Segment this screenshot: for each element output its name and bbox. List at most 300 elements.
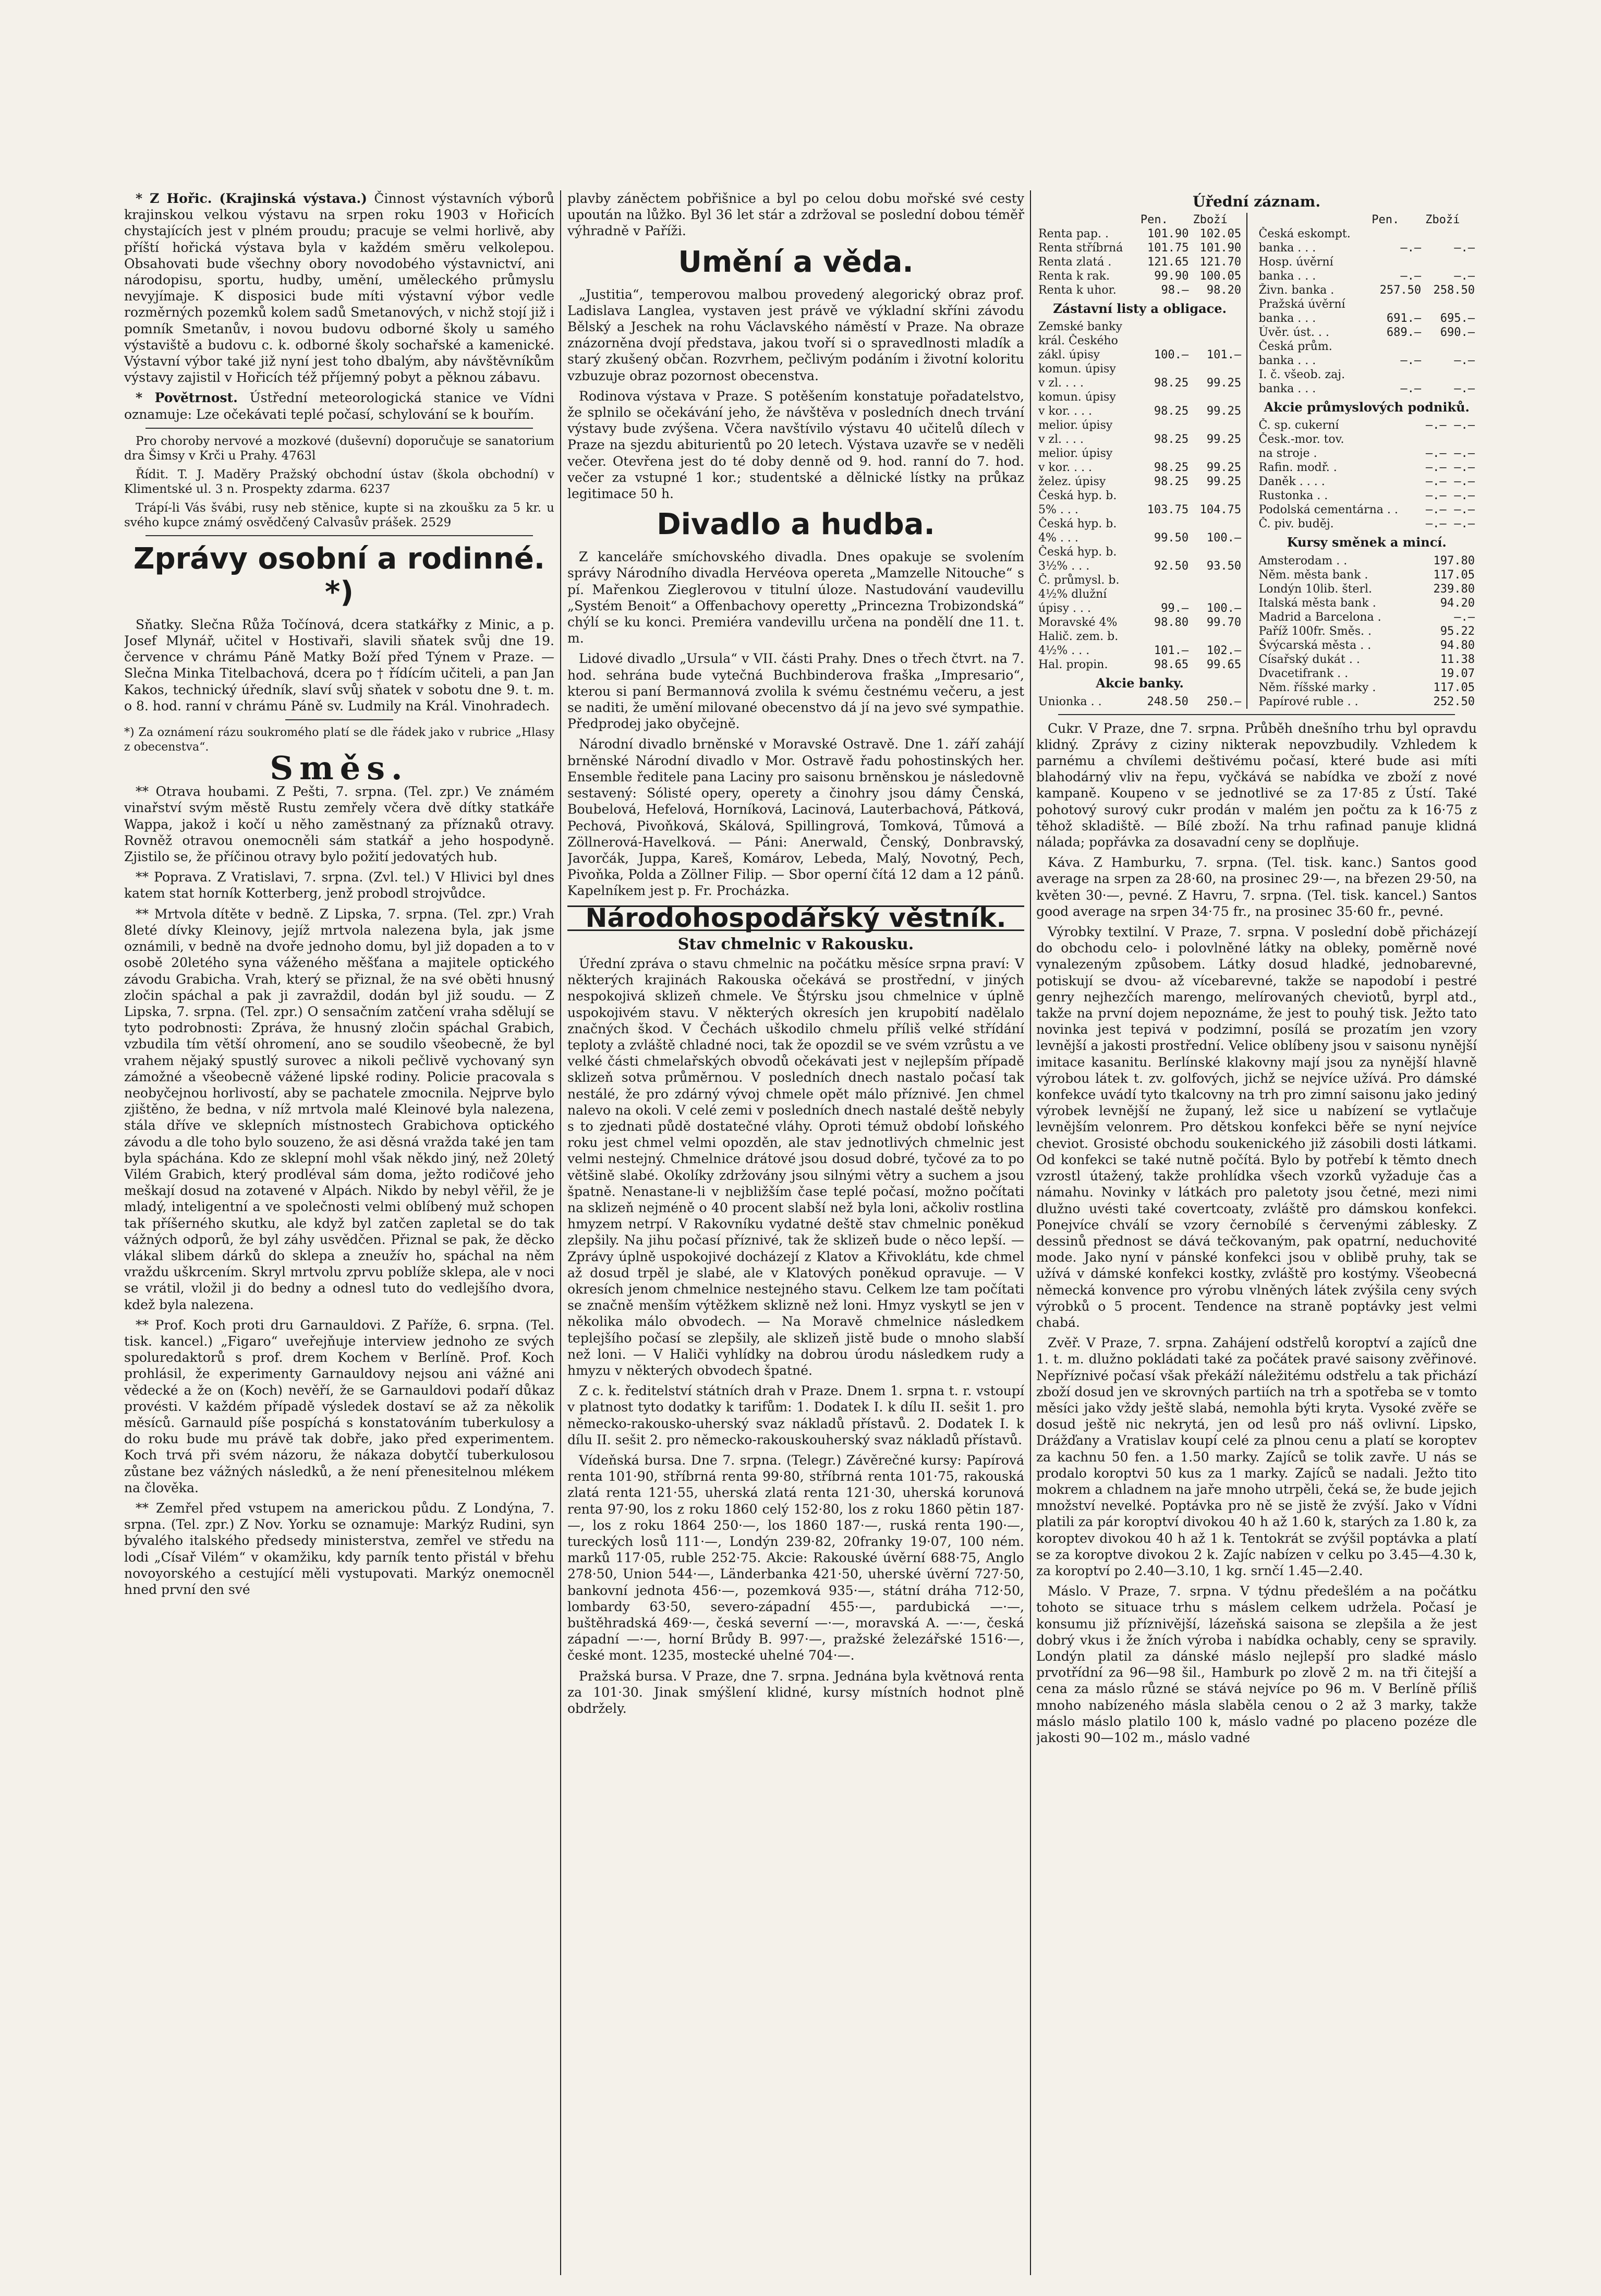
table-row (1257, 368, 1477, 382)
row-value (1191, 630, 1243, 644)
table-row (1257, 255, 1477, 269)
row-label: úpisy . . . (1038, 602, 1091, 615)
row-label: 3½% . . . (1038, 560, 1090, 573)
row-value: 101.— (1154, 644, 1189, 658)
row-label: Hosp. úvěrní (1258, 256, 1333, 269)
row-value: 98.80 (1154, 616, 1189, 630)
row-value: —.— (1454, 503, 1475, 517)
row-value: 100.05 (1199, 270, 1242, 283)
row-value: —.— (1400, 270, 1422, 283)
row-value: 99.25 (1206, 475, 1242, 489)
article-textiles: Výrobky textilní. V Praze, 7. srpna. V poslední době přicházejí do obchodu celo- i polovlněné látky na obleky, poměrně nové vynalezeným způsobem. Látky dosud hladké, jednobarevné, potiskují se dvou- až vícebarevné, takže se napodobí i pestré genry nejhezčích marengo, melírovaných cheviotů, byrpl atd., takže na první dojem nepoznáme, že jest to pouhý tisk. Ježto tato novinka jest tepivá v podzimní, posílá se prozatím jen vzory levnější a jakosti prostřední. Velice oblíbeny jsou v saisonu nynější imitace kasanitu. Berlínské klakovny mají jsou za nynější hlavně výrobou látek t. zv. golfových, jichž se nejvíce užívá. Pro dámské konfekce uvádí tyto tkalcovny na trh pro zimní saisonu jako jediný výrobek levnější ne županý, lež sice u nabízení se vytlačuje levnějším velonrem. Pro dětskou konfekci běře se nyní nejvíce cheviot. Grosisté obchodu soukenického již zásobili dosti látkami. Od konfekci se také nutně počítá. Bylo by potřebí k těmto dnech vzrostl útažený, takže prohlídka všech vzorků vyžaduje čas a námahu. Novinky v látkách pro paletoty jsou četné, mezi nimi dlužno uvésti také covertcoaty, zvláště pro dámskou konfekci. Ponejvíce chválí se vzory černobílé s červenými záblesky. Z dessinů přednost se dává tečkovaným, pak opatrní, neduchovité mode. Jako nyní v pánské konfekci jsou v oblibě pruhy, tak se užívá v dámské konfekci kostky, zvláště pro kostýmy. Všeobecná německá konvence pro výrobu vlněných látek zvýšila ceny svých výrobků o 5 procent. Tendence na straně poptávky jest velmi chabá. (1036, 924, 1477, 1330)
table-row (1257, 503, 1477, 517)
row-value: 690.— (1440, 326, 1475, 340)
table-row (1036, 446, 1243, 461)
row-value: 117.05 (1433, 568, 1475, 582)
row-value (1191, 587, 1243, 601)
row-value: 100.— (1154, 348, 1189, 362)
article-ursula-theatre: Lidové divadlo „Ursula“ v VII. části Prahy. Dnes o třech čtvrt. na 7. hod. sehrána bude vytečná Buchbinderova fraška „Impresario“, kterou si paní Bermannová zvolila k svému čestnému večeru, a jest se naditi, že umění milované obecenstvo dá jí na jevo své sympathie. Předprodej jako obyčejně. (567, 651, 1024, 732)
table-row (1257, 354, 1477, 368)
row-value (1191, 489, 1243, 503)
row-value (1449, 432, 1477, 446)
subheading-hops: Stav chmelnic v Rakousku. (677, 935, 914, 953)
section-heading-theatre: Divadlo a hudba. (657, 507, 935, 542)
row-value (1420, 432, 1448, 446)
table-row (1036, 587, 1243, 601)
article-text: Činnost výstavních výborů krajinskou velkou výstavu na srpen roku 1903 v Hořicích chystajících jest v plném proudu; pracuje se velmi horlivě, aby příští hořická výstava byla v každém směru velkolepou. Obsahovati bude všechny obory novodobého výstavnictví, ani národopisu, sportu, hudby, umění, uměleckého průmyslu nevyjímaje. K disposici bude míti výstavní výbor vedle rozměrných pozemků kolem sadů Smetanových, v nichž stojí již i pomník Smetanův, i novou budovu odborné školy u samého výstaviště a budovu c. k. odborné školy sochařské a kamenické. Výstavní výbor také již nyní jest toho dbalým, aby návštěvníkům výstavy zajistil v Hořicích též příjemný pobyt a pěknou zábavu. (124, 191, 554, 385)
table-row (1257, 418, 1477, 432)
row-value: —.— (1425, 503, 1447, 517)
table-row (1257, 382, 1477, 396)
row-value: 99.— (1161, 602, 1189, 615)
article-sugar: Cukr. V Praze, dne 7. srpna. Průběh dnešního trhu byl opravdu klidný. Zprávy z ciziny nikterak nepovzbudily. Vzhledem k parnému a chvílemi deštivému počasí, které bude asi míti blahodárný vliv na řepu, vyčkává se nabídka ve zboží z nové kampaně. Koupeno v se jednotlivé se za 17·85 z Ústí. Také pohotový surový cukr prodán v malém jen počtu za k 16·75 z těhož skladiště. — Bílé zboží. Na trhu rafinad panuje klidná nálada; popřávka za dosavadní ceny se doplňuje. (1036, 720, 1477, 850)
row-value (1138, 390, 1191, 404)
row-value: —.— (1400, 241, 1422, 255)
separator (285, 719, 393, 720)
row-label: banka . . . (1258, 312, 1316, 325)
table-row (1036, 475, 1243, 489)
article-rodin: Rodinova výstava v Praze. S potěšením konstatuje pořadatelstvo, že splnilo se očekávání jeho, že návštěva v posledních dnech trvání výstavy bude zvýšena. Včera navštívilo výstavu 40 učitelů dílech v Praze na sjezdu abiturientů po 20 letech. Výstava uzavře se v neděli večer. Otevřena jest do té doby denně od 9. hod. ranní do 7. hod. večer za vstupné 1 kor.; studentské a dělnické lístky na průkaz legitimace 50 h. (567, 388, 1024, 502)
article-body-in-crate: ** Mrtvola dítěte v bedně. Z Lipska, 7. srpna. (Tel. zpr.) Vrah 8leté dívky Kleinovy, jejíž mrtvola nalezena byla, jak jsme oznámili, v bedně na dvoře jednoho domu, byl již dopaden a to v osobě 20letého syna váženého měšťana a majitele optického závodu Grabicha. Vrah, který se přiznal, že na své oběti hnusný zločin spáchal a pak ji zavraždil, dodán byl již soudu. — Z Lipska, 7. srpna. (Tel. zpr.) O sensačním zatčení vraha sdělují se tyto podrobnosti: Zpráva, že hnusný zločin spáchal Grabich, vzbudila tím větší ohromení, ano se soudilo všeobecně, že byl vrahem nějaký spustlý surovec a nikoli pečlivě vychovaný syn zámožné a všeobecně vážené lipské rodiny. Policie pracovala s neobyčejnou horlivostí, aby se pachatele zmocnila. Nejprve bylo zjištěno, že bedna, v níž mrtvola malé Kleinové byla nalezena, stála dříve ve sklepních místnostech Grabichova optického závodu a dle toho bylo souzeno, že asi děsná vražda také jen tam byla spáchána. Kdo ze sklepní mohl však někdo jiný, než 20letý Vilém Grabich, který prodléval sám doma, ježto rodičové jeho meškají dosud na zotavené v Alpách. Nikdo by nebyl věřil, že je mladý, inteligentní a ve společnosti velmi oblíbený muž schopen tak příšerného skutku, ale když byl zatčen zapletal se do tak vážných odporů, že byl záhy usvědčen. Přiznal se pak, že děcko vlákal slibem dárků do sklepa a zneužív ho, spáchal na něm vraždu uškrcením. Skryl mrtvolu zprvu poblíže sklepa, ale v noci se vrátil, vložil ji do bedny a odnesl tuto do vedlejšího dvora, kdež byla nalezena. (124, 906, 554, 1312)
row-label: Hal. propin. (1038, 658, 1108, 672)
row-value: 102.05 (1199, 227, 1242, 241)
row-value (1138, 545, 1191, 559)
row-value: —.— (1454, 270, 1475, 283)
row-label: Dvacetifrank . . (1258, 667, 1349, 680)
row-value: 101.90 (1147, 227, 1189, 241)
row-value: —.— (1425, 419, 1447, 432)
table-row (1257, 638, 1477, 652)
table-row (1257, 582, 1477, 596)
row-value: —.— (1454, 354, 1475, 368)
column-middle (567, 190, 1024, 2275)
row-label: zákl. úpisy (1038, 348, 1100, 362)
table-row (1036, 418, 1243, 432)
row-label: 4½% . . . (1038, 644, 1090, 658)
table-row (1257, 241, 1477, 255)
article-lead: * Povětrnost. (136, 390, 238, 406)
table-row (1036, 461, 1243, 475)
row-label: Česká eskompt. (1258, 227, 1351, 241)
row-label: Císařský dukát . . (1258, 652, 1360, 666)
row-value (1191, 334, 1243, 348)
row-value: 11.38 (1440, 652, 1475, 666)
header-cell: Zboží (1425, 213, 1460, 227)
article-game: Zvěř. V Praze, 7. srpna. Zahájení odstřelů koroptví a zajíců dne 1. t. m. dlužno pokládati také za počátek pravé saisony zvěřinové. Nepříznivé počasí však překáží náležitému odstřelu a tak přichází zboží dosud jen ve skrovných partiích na trh a spotřeba se v tomto měsíci jako vždy ještě slabá, nemohla býti kryta. Vysoké zvěře se dosud ještě nic nekrytá, jen od lesů pro náš ovlivní. Lipsko, Drážďany a Vratislav koupí celé za plnou cenu a platí se koroptev za kachnu 50 fen. a 1.50 marky. Zajíců se tolik zavře. U nás se prodalo koroptvi 50 kus za 1 marky. Zajíců se nadali. Ježto tito mokrem a chladnem na jaře mnoho utrpěli, čeká se, že bude jejich množství nevelké. Poptávka pro ně se jistě že zvýší. Jako v Vídni platili za pár koroptví divokou 40 h až 1.60 k, starých za 1.80 k, za koroptev divokou 40 h až 1 k. Tentokrát se zvýšil poptávka a platí se za koroptve divokou 2 k. Zajíc nabízen v celku po 3.45—4.30 k, za koroptví po 2.40—3.10, 1 kg. srnčí 1.45—2.40. (1036, 1335, 1477, 1578)
row-value: 121.65 (1147, 256, 1189, 269)
column-left (124, 190, 554, 2275)
row-value (1369, 297, 1423, 311)
table-row (1257, 489, 1477, 503)
row-value: —.— (1425, 461, 1447, 475)
row-value: 94.20 (1440, 596, 1475, 610)
article-koch: ** Prof. Koch proti dru Garnauldovi. Z Paříže, 6. srpna. (Tel. tisk. kancel.) „Figaro“ uveřejňuje interview jednoho ze svých spoluredaktorů s prof. drem Kochem v Berlíně. Prof. Koch prohlásil, že experimenty Garnauldovy nejsou ani vážné ani vědecké a že on (Koch) nevěří, že se Garnauldovi podaří důkaz provésti. V každém případě výsledek dostaví se až za několik měsíců. Garnauld píše pospíchá s konstatováním tuberkulosy a do roku bude mu právě tak dobře, jako před experimentem. Koch trvá při svém názoru, že nákaza dobytčí tuberkulosou zůstane bez vážných následků, a že není přenesitelnou mlékem na člověka. (124, 1317, 554, 1495)
table-row (1257, 596, 1477, 610)
article-died-before-landing: ** Zemřel před vstupem na americkou půdu. Z Londýna, 7. srpna. (Tel. zpr.) Z Nov. Yorku se oznamuje: Markýz Rudini, syn bývalého italského předsedy ministerstva, zemřel ve středu na lodi „Císař Vilém“ v okamžiku, kdy parník tento přistál v břehu novoyorského a cestující měli vystupovati. Markýz onemocněl hned první den své (124, 1501, 554, 1598)
table-row (1257, 283, 1477, 297)
article-execution: ** Poprava. Z Vratislavi, 7. srpna. (Zvl. tel.) V Hlivici byl dnes katem stat horník Kotterberg, jenž probodl strojvůdce. (124, 869, 554, 901)
row-label: Londýn 10lib. šterl. (1258, 582, 1373, 596)
section-heading-economy: Národohospodářský věstník. (567, 905, 1024, 931)
row-value: —.— (1454, 447, 1475, 461)
table-row (1257, 610, 1477, 624)
subheading-bonds: Zástavní listy a obligace. (1053, 301, 1227, 317)
row-value: 94.80 (1440, 638, 1475, 652)
row-value: 98.65 (1154, 658, 1189, 672)
row-label: Renta stříbrná (1038, 241, 1123, 255)
table-row (1036, 559, 1243, 573)
row-value: —.— (1454, 419, 1475, 432)
row-label: Úvěr. úst. . . (1258, 326, 1329, 340)
table-row (1036, 255, 1243, 269)
row-value (1191, 446, 1243, 461)
table-row (1036, 517, 1243, 531)
row-value (1191, 390, 1243, 404)
article-justitia: „Justitia“, temperovou malbou provedený alegorický obraz prof. Ladislava Langlea, vystaven jest právě ve výkladní skříni závodu Bělský a Jeschek na rohu Václavského náměstí v Praze. Na obraze znázorněna dvojí představa, jakou tvoří si o spravedlnosti mladík a starý zkušený občan. Rozvrhem, pečlivým podáním i životní koloritu vzbuzuje obraz pozornost obecenstva. (567, 286, 1024, 383)
table-banks (1257, 213, 1477, 396)
row-label: banka . . . (1258, 241, 1316, 255)
table-industrial (1257, 418, 1477, 531)
row-label: Daněk . . . . (1258, 475, 1325, 489)
row-value: 99.25 (1206, 461, 1242, 475)
table-row (1036, 334, 1243, 348)
advert-insect-powder: Trápí-li Vás švábi, rusy neb stěnice, kupte si na zkoušku za 5 kr. u svého kupce známý osvědčený Calvasův prášek. 2529 (124, 501, 554, 529)
table-row (1036, 503, 1243, 517)
row-value: 98.25 (1154, 405, 1189, 418)
row-value: —.— (1454, 489, 1475, 503)
table-row (1257, 517, 1477, 531)
article-mushroom-poisoning: ** Otrava houbami. Z Pešti, 7. srpna. (Tel. zpr.) Ve známém vinařství svým městě Rustu zemřely včera dvě dítky statkáře Wappa, jakož i kočí u něho zaměstnaný za příznaků otravy. Rovněž otravou onemocněli sám statkář a jeho hospodyně. Zjistilo se, že příčinou otravy bylo požití jedovatých hub. (124, 784, 554, 865)
row-value: —.— (1400, 354, 1422, 368)
row-label: Renta zlatá . (1038, 256, 1112, 269)
row-value (1138, 573, 1191, 587)
advert-sanatorium: Pro choroby nervové a mozkové (duševní) doporučuje se sanatorium dra Šimsy v Krči u Prahy. 4763l (124, 434, 554, 463)
row-label: v zl. . . . (1038, 377, 1084, 390)
table-header (1257, 213, 1477, 227)
finance-tables (1036, 213, 1477, 708)
section-heading-arts: Umění a věda. (678, 245, 914, 279)
row-value: 258.50 (1433, 284, 1475, 297)
row-label: Halič. zem. b. (1038, 630, 1119, 644)
row-value: 691.— (1386, 312, 1422, 325)
row-label: král. Českého (1038, 334, 1118, 348)
table-row (1036, 390, 1243, 404)
table-row (1036, 227, 1243, 241)
row-value: —.— (1454, 475, 1475, 489)
row-label: na stroje . (1258, 447, 1317, 461)
table-row (1036, 658, 1243, 672)
header-cell: Pen. (1140, 213, 1168, 227)
row-label: Renta k uhor. (1038, 284, 1117, 297)
row-value: 101.75 (1147, 241, 1189, 255)
row-value: 101.— (1206, 348, 1242, 362)
article-horice (124, 190, 554, 385)
row-label: Paříž 100fr. Směs. . (1258, 624, 1372, 638)
finance-table-title: Úřední záznam. (1192, 193, 1321, 210)
table-row (1257, 311, 1477, 325)
row-label: Něm. města bank . (1258, 568, 1368, 582)
row-value: 248.50 (1147, 695, 1188, 708)
article-weather (124, 390, 554, 422)
row-value (1191, 573, 1243, 587)
article-smichov-theatre: Z kanceláře smíchovského divadla. Dnes opakuje se svolením správy Národního divadla Hervéova opereta „Mamzelle Nitouche“ s pí. Mařenkou Zieglerovou v titulní úloze. Nastudování vaudevillu „Systém Benoit“ a Offenbachovy operetty „Princezna Trobizondská“ chýlí se ku konci. Premiéra vandevillu určena na pondělí dne 11. t. m. (567, 549, 1024, 646)
row-value (1369, 368, 1423, 382)
row-label: Česká hyp. b. (1038, 546, 1117, 559)
row-label: Rafin. modř. . (1258, 461, 1337, 475)
row-value (1191, 320, 1243, 334)
row-label: komun. úpisy (1038, 362, 1116, 376)
row-value: 99.70 (1206, 616, 1242, 630)
row-label: Švýcarská města . . (1258, 638, 1372, 652)
row-value: —.— (1400, 382, 1422, 396)
row-label: 5% . . . (1038, 503, 1078, 517)
row-value (1191, 517, 1243, 531)
row-value: 99.50 (1154, 531, 1189, 545)
row-value (1369, 227, 1423, 241)
row-label: banka . . . (1258, 270, 1316, 283)
row-value: 99.25 (1206, 405, 1242, 418)
row-value: 99.90 (1154, 270, 1189, 283)
row-label: Zemské banky (1038, 320, 1122, 334)
row-label: Rustonka . . (1258, 489, 1328, 503)
separator (1058, 714, 1455, 715)
row-label: Moravské 4% (1038, 616, 1118, 630)
table-row (1257, 652, 1477, 667)
row-value (1423, 255, 1477, 269)
row-value (1423, 368, 1477, 382)
row-value (1138, 630, 1191, 644)
article-coffee: Káva. Z Hamburku, 7. srpna. (Tel. tisk. kanc.) Santos good average na srpen za 28·60, na prosinec 29·—, na březen 29·50, na květen 30·—, pevné. Z Havru, 7. srpna. (Tel. tisk. kancel.) Santos good average na srpen 34·75 fr., na prosinec 35·60 fr., pevné. (1036, 855, 1477, 919)
row-value: 101.90 (1199, 241, 1242, 255)
row-value: 239.80 (1433, 582, 1475, 596)
table-row (1036, 630, 1243, 644)
article-vienna-exchange: Vídeňská bursa. Dne 7. srpna. (Telegr.) Závěrečné kursy: Papírová renta 101·90, stříbrná renta 99·80, stříbrná renta 101·75, rakouská zlatá renta 121·55, uherská zlatá renta 121·30, uherská korunová renta 97·90, los z roku 1860 celý 152·80, los z roku 1860 pětin 187·—, los z roku 1864 250·—, los 1860 187·—, ruská renta 190·—, tureckých losů 111·—, Londýn 239·82, 20franky 19·07, 100 ném. marků 117·05, ruble 252·75. Akcie: Rakouské úvěrní 688·75, Anglo 278·50, Union 544·—, Länderbanka 421·50, uherské úvěrní 727·50, bankovní jednota 456·—, pozemková 935·—, státní dráha 712·50, lombardy 63·50, severo-západní 455·—, pardubická —·—, buštěhradská 469·—, česká severní —·—, moravská A. —·—, česká západní —·—, horní Brůdy B. 997·—, pražské železářské 1516·—, české mont. 1235, mostecké uhelné 704·—. (567, 1453, 1024, 1663)
row-label: banka . . . (1258, 354, 1316, 368)
table-row (1036, 573, 1243, 587)
row-value: 98.20 (1206, 284, 1242, 297)
table-row (1036, 531, 1243, 545)
header-cell: Pen. (1372, 213, 1400, 227)
row-label: Něm. říšské marky . (1258, 681, 1376, 694)
row-value (1138, 320, 1191, 334)
row-label: I. č. všeob. zaj. (1258, 368, 1345, 382)
row-value: 257.50 (1379, 284, 1422, 297)
table-row (1257, 475, 1477, 489)
article-prague-exchange: Pražská bursa. V Praze, dne 7. srpna. Jednána byla květnová renta za 101·30. Jinak smýšlení klidné, kursy místních hodnot plně obdržely. (567, 1668, 1024, 1717)
table-rents (1036, 213, 1243, 297)
article-butter: Máslo. V Praze, 7. srpna. V týdnu předešlém a na počátku tohoto se situace trhu s máslem celkem udržela. Počasí je konsumu již příznivější, lázeňská saisona se zlepšila a že jest dobrý vkus i že žních výroba i nabídka ochably, ceny se spravily. Londýn platil za dánské máslo nejlepší pro sladké máslo prvotřídní za 96—98 šil., Hamburk po zlově 2 m. na tři čitejší a cena za máslo různé se stává nejvíce po 96 m. V Berlíně příliš mnoho nabízeného másla slaběla cenou o 2 až 3 marky, takže máslo máslo platilo 100 k, máslo vadné po placeno pozéze dle jakosti 90—102 m., máslo vadné (1036, 1584, 1477, 1745)
separator (145, 428, 533, 429)
row-value: 98.25 (1154, 377, 1189, 390)
table-row (1257, 568, 1477, 582)
table-row (1036, 241, 1243, 255)
row-value: 102.— (1206, 644, 1242, 658)
column-right (1036, 190, 1477, 2275)
article-ostrava-theatre: Národní divadlo brněnské v Moravské Ostravě. Dne 1. září zahájí brněnské Národní divadlo v Mor. Ostravě řadu pohostinských her. Ensemble ředitele pana Laciny pro saisonu brněnskou je následovně sestavený: Sólisté opery, operety a činohry jsou dámy Čenská, Boubelová, Hefelová, Horníková, Lacinová, Lauterbachová, Pátková, Pechová, Pivoňková, Skálová, Spillingrová, Tomková, Tůmová a Zöllnerová-Havelková. — Páni: Anerwald, Čenský, Donbravský, Javorčák, Juppa, Kareš, Komárov, Lebeda, Malý, Novotný, Pech, Pivoňka, Polda a Zöllner Filip. — Sbor operní čítá 12 dam a 12 pánů. Kapelníkem jest p. Fr. Procházka. (567, 736, 1024, 899)
row-label: Česk.-mor. tov. (1258, 433, 1344, 446)
row-value: 250.— (1206, 695, 1242, 708)
row-label: banka . . . (1258, 382, 1316, 396)
row-value: 100.— (1206, 602, 1242, 615)
row-label: melior. úpisy (1038, 447, 1113, 461)
table-row (1036, 283, 1243, 297)
row-label: Č. sp. cukerní (1258, 419, 1339, 432)
footnote: *) Za oznámení rázu soukromého platí se dle řádek jako v rubrice „Hlasy z obecenstva“. (124, 726, 554, 754)
row-value (1191, 545, 1243, 559)
row-value: 252.50 (1433, 695, 1475, 708)
table-row (1257, 432, 1477, 446)
article-text: Ústřední meteorologická stanice ve Vídni oznamuje: Lze očekávati teplé počasí, schylování se k bouřím. (124, 390, 554, 422)
table-row (1036, 644, 1243, 658)
row-value: 100.— (1206, 531, 1242, 545)
table-header (1036, 213, 1243, 227)
article-continuation: plavby záněctem pobřišnice a byl po celou dobu mořské své cesty upoután na lůžko. Byl 36 let stár a zdržoval se poslední dobou téměř výhradně v Paříži. (567, 191, 1024, 239)
row-label: Pražská úvěrní (1258, 298, 1345, 311)
finance-right (1257, 213, 1477, 708)
section-heading-personal: Zprávy osobní a rodinné. *) (133, 541, 545, 609)
table-row (1257, 269, 1477, 283)
row-label: melior. úpisy (1038, 419, 1113, 432)
finance-left (1036, 213, 1247, 708)
row-label: komun. úpisy (1038, 391, 1116, 404)
row-value: 95.22 (1440, 624, 1475, 638)
table-row (1257, 554, 1477, 568)
row-value: 197.80 (1433, 554, 1475, 567)
separator (145, 535, 533, 536)
table-row (1257, 227, 1477, 241)
row-value: —.— (1425, 517, 1447, 531)
row-value: —.— (1425, 489, 1447, 503)
row-value: 117.05 (1433, 681, 1475, 694)
row-label: v kor. . . . (1038, 461, 1093, 475)
article-railways: Z c. k. ředitelství státních drah v Praze. Dnem 1. srpna t. r. vstoupí v platnost tyto dodatky k tarifům: 1. Dodatek I. k dílu II. sešit 1. pro německo-rakousko-uherský svaz nákladů přístavů. 2. Dodatek I. k dílu II. sešit 2. pro německo-rakouskouherský svaz nákladů přístavů. (567, 1383, 1024, 1447)
table-exchange (1257, 554, 1477, 709)
table-row (1036, 601, 1243, 615)
row-label: Unionka . . (1038, 695, 1102, 708)
table-union (1036, 695, 1243, 709)
row-label: Česká hyp. b. (1038, 517, 1117, 531)
table-row (1257, 461, 1477, 475)
table-row (1036, 489, 1243, 503)
row-label: Podolská cementárna . . (1258, 503, 1398, 517)
row-value: —.— (1425, 475, 1447, 489)
row-value (1138, 446, 1191, 461)
row-value: —.— (1454, 241, 1475, 255)
row-value: 99.65 (1206, 658, 1242, 672)
row-label: Živn. banka . (1258, 284, 1335, 297)
article-hops: Úřední zpráva o stavu chmelnic na počátku měsíce srpna praví: V některých krajinách Rakouska očekává se prostřední, v jiných nespokojivá sklizeň chmele. Ve Štýrsku jsou chmelnice v úplně uspokojivém stavu. V některých okresích jen krupobití nadělalo značných škod. V Čechách uškodilo chmelu příliš velké střídání teploty a zvláště chladné noci, tak že opozdil se ve svém vzrůstu a ve velké části chmelařských obvodů očekávati jest v nejlepším případě sklizeň sotva průměrnou. V posledních dnech nastalo počasí tak nestálé, že pro zdárný vývoj chmele opět málo příznivé. Jen chmel nalevo na okoli. V celé zemi v posledních dnech nastalé deště nebyly s to zjednati půdě dostatečné vláhy. Oproti témuž období loňského roku jest chmel velmi opozděn, ale stav jednotlivých chmelnic jest velmi nestejný. Chmelnice drátové jsou dosud dobré, tyčové za to po většině slabé. Okolíky zdržovány jsou silnými větry a suchem a jsou špatně. Nenastane-li v nejbližším čase teplé počasí, možno počítati na sklizeň nejméně o 40 procent slabší než byla loni, ačkoliv rostlina hmyzem netrpí. V Rakovníku vydatné deště stav chmelnic poněkud zlepšily. Na jihu počasí příznivé, tak že sklizeň bude o něco lepší. — Zprávy úplně uspokojivé docházejí z Klatov a Křivoklátu, kde chmel až dosud trpěl je slabé, ale v Klatových poněkud opravuje. — V okresích jenom chmelnice nestejného stavu. Celkem lze tam počítati se značně menším výtěžkem sklizně než loni. Hmyz vyskytl se jen v několika málo obvodech. — Na Moravě chmelnice následkem teplejšího počasí se zlepšily, ale sklizeň jistě bude o mnoho slabší než loni. — V Haliči vyhlídky na dobrou úrodu následkem rudy a hmyzu v některých obvodech špatné. (567, 956, 1024, 1378)
row-label: Česká prům. (1258, 340, 1332, 354)
row-label: v zl. . . . (1038, 433, 1084, 446)
row-value: 93.50 (1206, 560, 1242, 573)
table-row (1257, 695, 1477, 709)
row-value (1423, 297, 1477, 311)
row-label: Č. průmysl. b. (1038, 574, 1120, 587)
row-value (1138, 334, 1191, 348)
table-row (1257, 340, 1477, 354)
row-value (1191, 362, 1243, 376)
row-value: —.— (1454, 382, 1475, 396)
row-value (1138, 362, 1191, 376)
row-value (1138, 418, 1191, 432)
row-label: Renta pap. . (1038, 227, 1109, 241)
subheading-exchange-rates: Kursy směnek a mincí. (1287, 535, 1447, 550)
row-value: 98.25 (1154, 475, 1189, 489)
row-label: Č. piv. buděj. (1258, 517, 1334, 531)
row-label: Madrid a Barcelona . (1258, 610, 1381, 624)
column-rule (1030, 190, 1031, 2275)
row-value: —.— (1454, 610, 1475, 624)
row-value (1423, 227, 1477, 241)
row-value: 19.07 (1440, 667, 1475, 680)
row-label: Česká hyp. b. (1038, 489, 1117, 503)
article-lead: * Z Hořic. (Krajinská výstava.) (136, 191, 367, 206)
row-label: Renta k rak. (1038, 270, 1110, 283)
row-label: Papírové ruble . . (1258, 695, 1359, 708)
advert-business-school: Řídit. T. J. Maděry Pražský obchodní ústav (škola obchodní) v Klimentské ul. 3 n. Prospekty zdarma. 6237 (124, 467, 554, 496)
header-cell: Zboží (1193, 213, 1228, 227)
row-label: 4½% dlužní (1038, 588, 1107, 601)
row-label: želez. úpisy (1038, 475, 1106, 489)
table-row (1257, 297, 1477, 311)
row-value: —.— (1454, 461, 1475, 475)
subheading-shares: Akcie banky. (1096, 675, 1184, 691)
row-value: 92.50 (1154, 560, 1189, 573)
table-row (1036, 376, 1243, 390)
row-value: 689.— (1386, 326, 1422, 340)
table-row (1036, 362, 1243, 376)
row-value (1423, 340, 1477, 354)
row-value (1138, 517, 1191, 531)
row-value (1369, 340, 1423, 354)
row-label: Amsterodam . . (1258, 554, 1348, 567)
article-weddings: Sňatky. Slečna Růža Točínová, dcera statkářky z Minic, a p. Josef Mlynář, učitel v Hostivaři, slavili sňatek svůj dne 19. července v chrámu Páně Matky Boží před Týnem v Praze. — Slečna Minka Titelbachová, dcera po † řídícím učiteli, a pan Jan Kakos, technický úředník, slaví svůj sňatek v sobotu dne 9. t. m. o 8. hod. ranní v chrámu Páně sv. Ludmily na Král. Vinohradech. (124, 617, 554, 714)
table-row (1036, 269, 1243, 283)
row-value: —.— (1425, 447, 1447, 461)
row-value: 103.75 (1147, 503, 1189, 517)
row-value: 695.— (1440, 312, 1475, 325)
row-value: 98.— (1161, 284, 1189, 297)
section-heading-miscellany: Směs. (270, 749, 409, 788)
table-row (1036, 348, 1243, 362)
subheading-industrial: Akcie průmyslových podniků. (1264, 400, 1470, 415)
table-row (1257, 325, 1477, 340)
row-value: 99.25 (1206, 377, 1242, 390)
table-bonds (1036, 320, 1243, 672)
column-rule (560, 190, 561, 2275)
row-label: v kor. . . . (1038, 405, 1093, 418)
row-label: 4% . . . (1038, 531, 1078, 545)
table-row (1036, 615, 1243, 630)
row-label: Italská města bank . (1258, 596, 1376, 610)
table-row (1036, 432, 1243, 446)
table-row (1036, 404, 1243, 418)
table-row (1257, 667, 1477, 681)
table-row (1036, 545, 1243, 559)
row-value (1138, 587, 1191, 601)
table-row (1257, 446, 1477, 461)
table-row (1036, 695, 1243, 709)
row-value: —.— (1454, 517, 1475, 531)
row-value: 98.25 (1154, 461, 1189, 475)
row-value: 99.25 (1206, 433, 1242, 446)
row-value (1369, 255, 1423, 269)
row-value: 121.70 (1199, 256, 1242, 269)
row-value (1138, 489, 1191, 503)
table-row (1036, 320, 1243, 334)
table-row (1257, 624, 1477, 638)
table-row (1257, 681, 1477, 695)
